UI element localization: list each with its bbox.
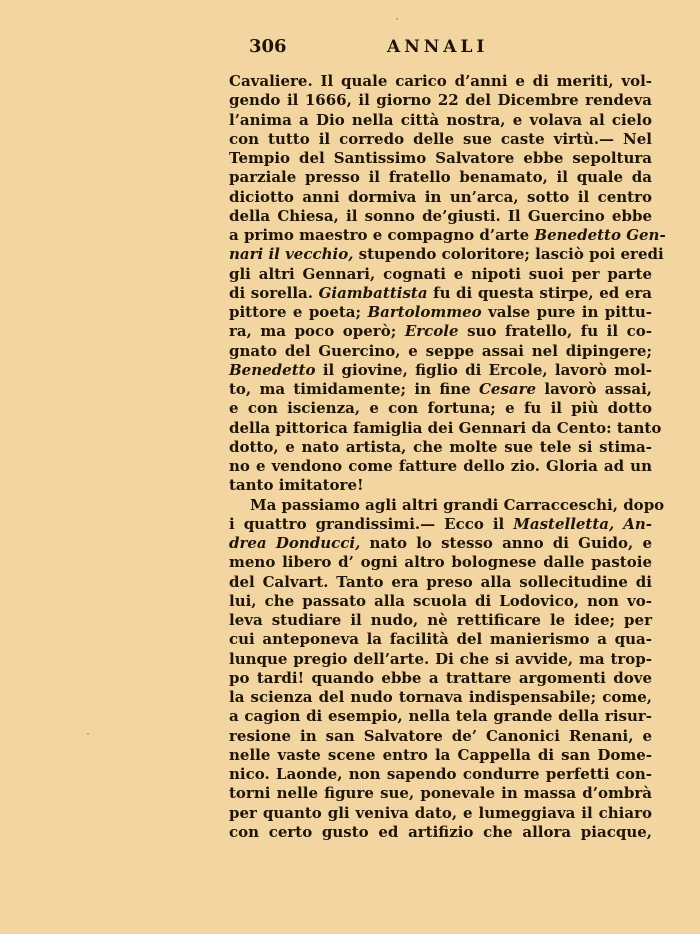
text-run: nato lo stesso anno di Guido, e <box>360 534 652 552</box>
text-line <box>229 418 662 438</box>
italic-name: nari il vecchio, <box>229 245 354 264</box>
text-line <box>229 765 652 784</box>
text-line <box>229 91 652 110</box>
text-run: la scienza del nudo tornava indispensabile; come, <box>229 688 652 706</box>
text-run: no e vendono come fatture dello zio. Gloria ad un <box>229 457 652 475</box>
text-run: lavorò assai, <box>536 380 652 398</box>
text-run: con certo gusto ed artifizio che allora piacque, <box>229 822 652 841</box>
text-run: nico. Laonde, non sapendo condurre perfetti con- <box>229 765 652 783</box>
text-line <box>229 688 652 707</box>
text-run: pittore e poeta; <box>229 303 368 321</box>
text-line <box>229 245 664 264</box>
text-run: torni nelle figure sue, ponevale in massa d’ombrà <box>229 784 652 803</box>
text-run: del Calvart. Tanto era preso alla sollecitudine di <box>229 572 652 591</box>
text-run: ra, ma poco operò; <box>229 322 405 341</box>
text-line <box>229 303 652 322</box>
italic-name: Benedetto <box>229 360 316 379</box>
text-run: meno libero d’ ogni altro bolognese dalle pastoie <box>229 553 652 572</box>
text-run: suo fratello, fu il co- <box>458 322 652 341</box>
text-run: e con iscienza, e con fortuna; e fu il più dotto <box>229 399 652 418</box>
text-run: parziale presso il fratello benamato, il quale da <box>229 168 652 187</box>
text-run: della Chiesa, il sonno de’giusti. Il Guercino ebbe <box>229 206 652 225</box>
text-line <box>229 284 652 303</box>
text-run: dotto, e nato artista, che molte sue tele si stima- <box>229 437 652 456</box>
text-run: della pittorica famiglia dei Gennari da Cento: tanto <box>229 418 662 437</box>
text-run: valse pure in pittu- <box>481 303 652 321</box>
text-run: gendo il 1666, il giorno 22 del Dicembre rendeva <box>229 91 652 110</box>
text-line <box>229 707 652 726</box>
body-text <box>229 72 666 842</box>
text-line <box>229 534 652 553</box>
text-run: leva studiare il nudo, nè rettificare le idee; per <box>229 611 652 629</box>
text-run: to, ma timidamente; in fine <box>229 380 479 398</box>
text-line <box>229 380 652 399</box>
italic-name: Benedetto Gen- <box>534 226 666 244</box>
text-line <box>229 823 652 842</box>
text-run: il giovine, figlio di Ercole, lavorò mol- <box>315 360 652 379</box>
text-run: i quattro grandissimi.— Ecco il <box>229 514 514 533</box>
italic-name: drea Donducci, <box>229 534 361 552</box>
text-run: a primo maestro e compagno d’arte <box>229 226 535 244</box>
italic-name: Giambattista <box>318 283 428 302</box>
text-line <box>229 592 652 611</box>
page-number: 306 <box>249 36 287 57</box>
text-run: tanto imitatore! <box>229 476 364 495</box>
text-line <box>229 495 665 515</box>
italic-name: Mastelletta, An- <box>513 514 652 533</box>
text-line <box>229 746 652 765</box>
text-line <box>229 438 652 457</box>
text-line <box>229 669 652 688</box>
text-line <box>229 784 652 803</box>
text-line <box>229 322 652 341</box>
text-run: cui anteponeva la facilità del manierismo a qua- <box>229 630 652 649</box>
text-run: Ma passiamo agli altri grandi Carracceschi, dopo <box>250 495 665 514</box>
italic-name: Bartolommeo <box>367 303 482 321</box>
text-line <box>229 630 652 649</box>
text-run: a cagion di esempio, nella tela grande della risur- <box>229 707 652 726</box>
text-line <box>229 650 652 669</box>
text-run: diciotto anni dormiva in un’arca, sotto il centro <box>229 187 652 206</box>
text-run: Cavaliere. Il quale carico d’anni e di meriti, vol- <box>229 72 652 90</box>
text-line <box>229 342 652 361</box>
text-run: gnato del Guercino, e seppe assai nel dipingere; <box>229 341 652 360</box>
text-run: con tutto il corredo delle sue caste virtù.— Nel <box>229 129 652 148</box>
running-title: ANNALI <box>387 37 489 57</box>
text-line <box>229 573 652 592</box>
text-run: nelle vaste scene entro la Cappella di san Dome- <box>229 745 652 764</box>
italic-name: Cesare <box>478 380 537 398</box>
text-line <box>229 149 652 168</box>
paper-speck <box>87 733 89 735</box>
text-run: lunque pregio dell’arte. Di che si avvide, ma trop- <box>229 649 652 668</box>
text-line <box>229 168 652 187</box>
text-run: stupendo coloritore; lasciò poi eredi <box>353 245 664 264</box>
text-run: lui, che passato alla scuola di Lodovico, non vo- <box>229 591 652 610</box>
text-line <box>229 476 652 495</box>
text-run: gli altri Gennari, cognati e nipoti suoi per parte <box>229 264 652 283</box>
text-line <box>229 265 652 284</box>
page-header <box>229 36 654 60</box>
text-line <box>229 207 652 226</box>
text-line <box>229 611 652 630</box>
text-line <box>229 72 652 91</box>
text-line <box>229 188 652 207</box>
paper-speck <box>396 18 398 20</box>
text-run: po tardi! quando ebbe a trattare argomenti dove <box>229 668 652 687</box>
text-run: l’anima a Dio nella città nostra, e volava al cielo <box>229 110 652 129</box>
text-run: resione in san Salvatore de’ Canonici Renani, e <box>229 726 652 745</box>
text-line <box>229 361 652 380</box>
text-line <box>229 111 652 130</box>
text-line <box>229 399 652 418</box>
text-line <box>229 553 652 572</box>
text-line <box>229 226 666 245</box>
text-run: Tempio del Santissimo Salvatore ebbe sepoltura <box>229 149 652 167</box>
text-line <box>229 727 652 746</box>
text-run: di sorella. <box>229 283 319 302</box>
text-line <box>229 804 652 823</box>
text-run: per quanto gli veniva dato, e lumeggiava il chiaro <box>229 803 652 822</box>
text-line <box>229 457 652 476</box>
italic-name: Ercole <box>404 322 459 341</box>
text-line <box>229 130 652 149</box>
text-run: fu di questa stirpe, ed era <box>427 283 652 302</box>
text-line <box>229 515 652 534</box>
